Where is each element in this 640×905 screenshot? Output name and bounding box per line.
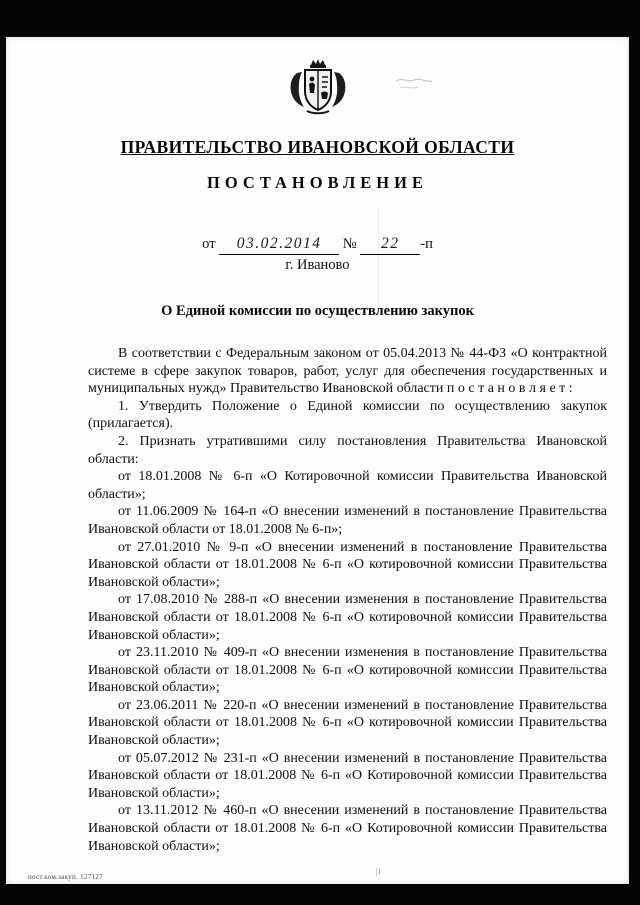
scan-mark: | і [376, 867, 381, 876]
date-value: 03.02.2014 [236, 235, 322, 252]
paragraph-item-1: 1. Утвердить Положение о Единой комиссии по осуществлению закупок (прилагается). [88, 398, 607, 432]
repealed-act: от 23.11.2010 № 409-п «О внесении изменения в постановление Правительства Ивановской области от 18.01.2008 № 6-п «О котировочной комиссии Правительства Ивановской области»; [88, 645, 607, 696]
city-line: г. Иваново [285, 257, 350, 273]
org-title: ПРАВИТЕЛЬСТВО ИВАНОВСКОЙ ОБЛАСТИ [120, 137, 515, 157]
paragraph-intro: В соответствии с Федеральным законом от 05.04.2013 № 44-ФЗ «О контрактной системе в сфере закупок товаров, работ, услуг для обеспечения государственных и муниципальных нужд» Правительство Ивановской области п о с т а н о в л я е т : [88, 346, 607, 397]
doc-type-title: ПОСТАНОВЛЕНИЕ [207, 173, 428, 192]
date-number-line [6, 235, 629, 255]
document-body [88, 345, 607, 855]
repealed-act: от 27.01.2010 № 9-п «О внесении изменений в постановление Правительства Ивановской области от 18.01.2008 № 6-п «О котировочной комиссии Правительства Ивановской области»; [88, 539, 607, 590]
repealed-act: от 18.01.2008 № 6-п «О Котировочной комиссии Правительства Ивановской области»; [88, 469, 607, 502]
scan-crease [378, 207, 379, 317]
date-label: от [202, 236, 216, 252]
repealed-act: от 05.07.2012 № 231-п «О внесении изменений в постановление Правительства Ивановской области от 18.01.2008 № 6-п «О Котировочной комиссии Правительства Ивановской области»; [88, 750, 607, 801]
number-value: 22 [381, 235, 400, 252]
number-label: № [342, 236, 357, 252]
document-subject: О Единой комиссии по осуществлению закупок [161, 303, 474, 319]
scan-artifact [394, 73, 442, 95]
repealed-act: от 11.06.2009 № 164-п «О внесении изменений в постановление Правительства Ивановской области от 18.01.2008 № 6-п»; [88, 504, 607, 537]
document-page [6, 37, 629, 884]
number-suffix: -п [420, 236, 433, 252]
repealed-act: от 23.06.2011 № 220-п «О внесении изменений в постановление Правительства Ивановской области от 18.01.2008 № 6-п «О котировочной комиссии Правительства Ивановской области»; [88, 697, 607, 749]
repealed-act: от 17.08.2010 № 288-п «О внесении изменения в постановление Правительства Ивановской области от 18.01.2008 № 6-п «О котировочной комиссии Правительства Ивановской области»; [88, 592, 607, 643]
repealed-act: от 13.11.2012 № 460-п «О внесении изменений в постановление Правительства Ивановской области от 18.01.2008 № 6-п «О Котировочной комиссии Правительства Ивановской области»; [88, 803, 607, 854]
footer-code: пост.ком.закуп. 127127 [28, 873, 103, 881]
coat-of-arms-ivanovo-oblast-icon [285, 57, 351, 115]
paragraph-item-2: 2. Признать утратившими силу постановления Правительства Ивановской области: [88, 433, 607, 467]
